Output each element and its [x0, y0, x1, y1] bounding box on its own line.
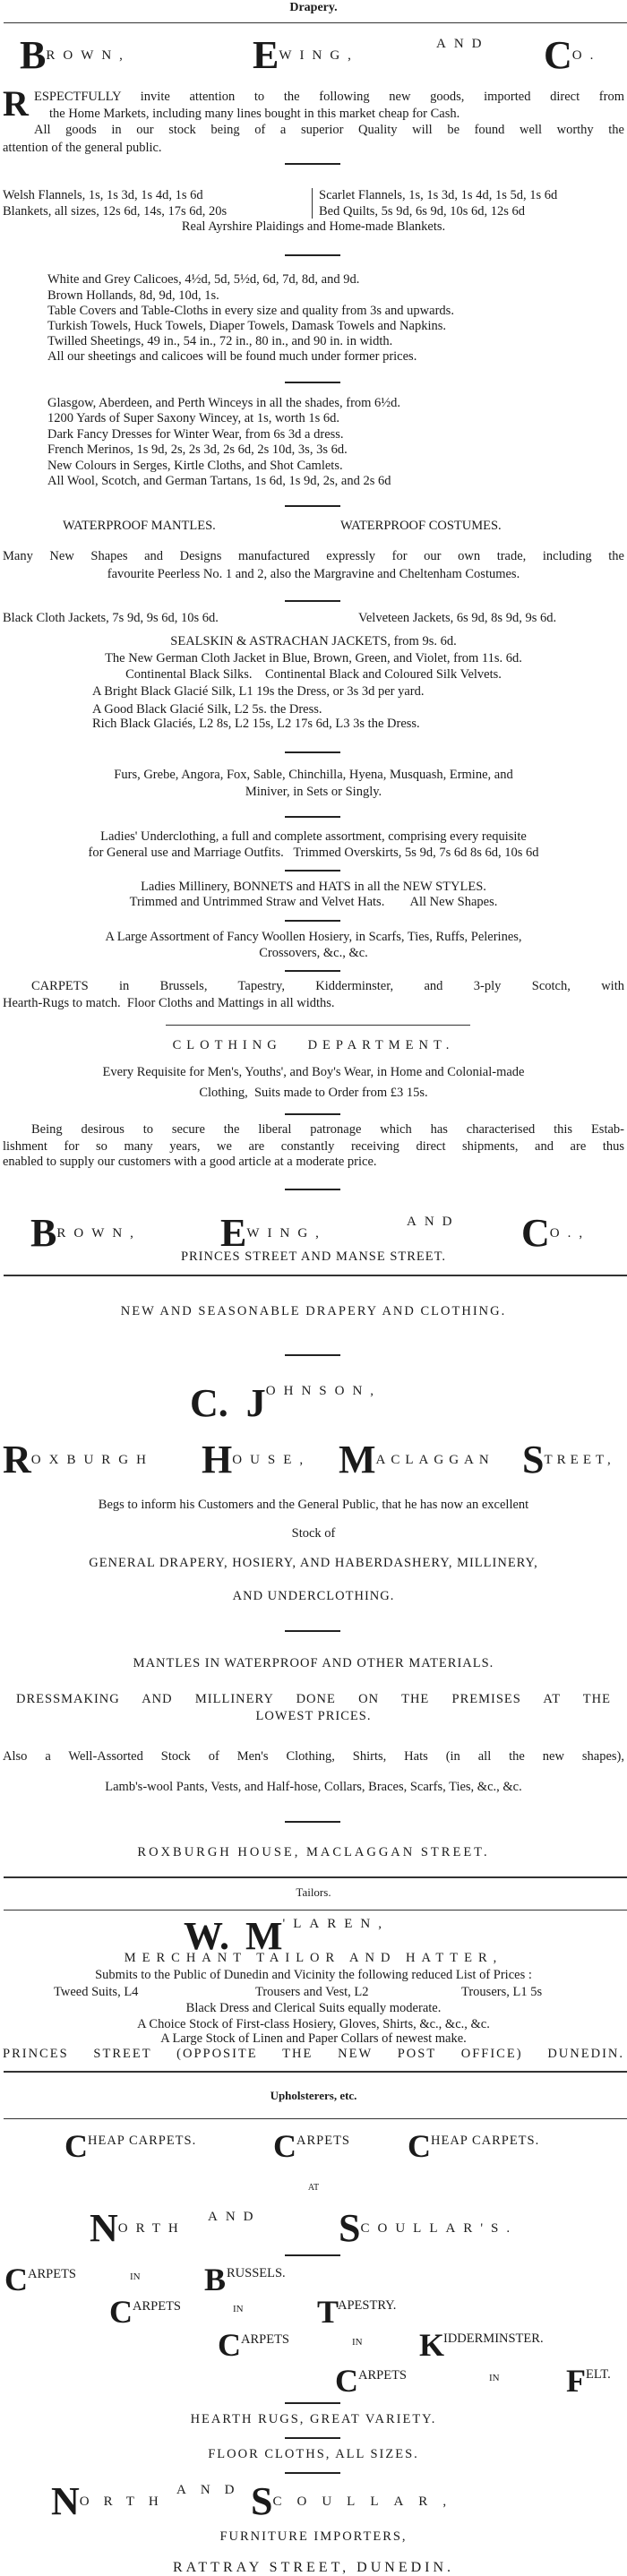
title-word: COULLAR,	[272, 2494, 462, 2509]
title-word: ROWN,	[56, 1226, 142, 1241]
carpets-in-felt	[335, 2365, 627, 2397]
flannel-item: Blankets, all sizes, 12s 6d, 14s, 17s 6d, 20s	[3, 204, 228, 219]
flannel-item: Bed Quilts, 5s 9d, 6s 9d, 10s 6d, 12s 6d	[319, 204, 526, 219]
divider	[285, 1354, 340, 1356]
intro-line: the Home Markets, including many lines bought in this market cheap for Cash.	[49, 107, 460, 121]
clothing-line: Every Requisite for Men's, Youths', and Boy's Wear, in Home and Colonial-made	[102, 1065, 525, 1079]
title-word: OUSE,	[232, 1453, 312, 1467]
johnson-line: MANTLES IN WATERPROOF AND OTHER MATERIALS.	[133, 1656, 494, 1670]
johnson-line: DRESSMAKING AND MILLINERY DONE ON THE PREMISES AT THE	[16, 1692, 611, 1706]
section-rule	[4, 2071, 627, 2073]
divider	[285, 600, 340, 602]
johnson-name	[190, 1381, 382, 1425]
dropcap: R	[3, 1438, 31, 1481]
underclothing-line: for General use and Marriage Outfits. Trimmed Overskirts, 5s 9d, 7s 6d 8s 6d, 10s 6d	[88, 846, 539, 860]
carpets-in-kidderminster	[218, 2329, 627, 2361]
flannel-item: Scarlet Flannels, 1s, 1s 3d, 1s 4d, 1s 5d, 1s 6d	[319, 188, 558, 202]
column-divider	[312, 188, 313, 219]
johnson-line: Also a Well-Assorted Stock of Men's Clothing, Shirts, Hats (in all the new shapes),	[3, 1749, 624, 1764]
section-rule	[4, 1275, 627, 1276]
flannel-item: Welsh Flannels, 1s, 1s 3d, 1s 4d, 1s 6d	[3, 188, 203, 202]
hosiery-line: A Large Assortment of Fancy Woollen Hosiery, in Scarfs, Ties, Ruffs, Pelerines,	[105, 930, 522, 944]
wincey-item: New Colours in Serges, Kirtle Cloths, and Shot Camlets.	[47, 459, 343, 473]
jacket-item: SEALSKIN & ASTRACHAN JACKETS, from 9s. 6d.	[170, 634, 457, 648]
waterproof-costumes: WATERPROOF COSTUMES.	[340, 519, 502, 533]
dropcap: C	[4, 2262, 28, 2297]
hearth-rugs: HEARTH RUGS, GREAT VARIETY.	[190, 2412, 437, 2426]
dropcap: M	[245, 1914, 283, 1958]
dropcap: H	[202, 1438, 233, 1481]
intro-line: attention of the general public.	[3, 141, 162, 155]
jacket-item: Black Cloth Jackets, 7s 9d, 9s 6d, 10s 6d.	[3, 611, 219, 625]
divider	[285, 970, 340, 972]
divider	[285, 254, 340, 256]
title-word: AND	[407, 1215, 460, 1229]
calico-item: Twilled Sheetings, 49 in., 54 in., 72 in., 80 in., and 90 in. in width.	[47, 334, 393, 348]
wincey-item: All Wool, Scotch, and German Tartans, 1s 6d, 1s 9d, 2s, and 2s 6d	[47, 474, 391, 488]
carpets-in-brussels	[4, 2263, 627, 2296]
title-word: O.	[571, 48, 602, 63]
johnson-line: LOWEST PRICES.	[255, 1709, 372, 1723]
dropcap: S	[339, 2206, 361, 2250]
title-word: AND	[176, 2483, 249, 2497]
title-word: WING,	[246, 1226, 327, 1241]
price-item: Trousers, L1 5s	[461, 1985, 543, 1999]
dropcap: B	[204, 2262, 227, 2297]
divider	[285, 1630, 340, 1632]
word: IN	[233, 2304, 244, 2314]
dropcap: E	[220, 1211, 247, 1255]
hosiery-line: Crossovers, &c., &c.	[259, 946, 368, 960]
carpets-in-tapestry	[109, 2296, 627, 2328]
underclothing-line: Ladies' Underclothing, a full and complete assortment, comprising every requisite	[100, 829, 527, 844]
divider	[285, 751, 340, 753]
title-word: HEAP CARPETS.	[431, 2134, 540, 2148]
dropcap: C	[64, 2128, 88, 2164]
divider	[285, 1189, 340, 1190]
closing-line: lishment for so many years, we are constantly receiving direct shipments, and are thus	[3, 1139, 624, 1154]
jacket-item: The New German Cloth Jacket in Blue, Brown, Green, and Violet, from 11s. 6d.	[105, 651, 522, 665]
intro-line: All goods in our stock being of a superior Quality will be found well worthy the	[34, 123, 624, 137]
flannel-footer: Real Ayrshire Plaidings and Home-made Blankets.	[181, 219, 446, 234]
calico-item: Table Covers and Table-Cloths in every size and quality from 3s and upwards.	[47, 304, 454, 318]
johnson-address: ROXBURGH HOUSE, MACLAGGAN STREET.	[137, 1845, 490, 1859]
dropcap: F	[566, 2363, 586, 2399]
wincey-item: French Merinos, 1s 9d, 2s, 2s 3d, 2s 6d, 2s 10d, 3s, 3s 6d.	[47, 442, 348, 457]
dropcap: N	[90, 2206, 118, 2250]
divider	[285, 2472, 340, 2474]
at-label: AT	[307, 2183, 320, 2193]
carpets-line: Hearth-Rugs to match. Floor Cloths and Mattings in all widths.	[3, 996, 335, 1010]
dropcap: C	[521, 1211, 550, 1255]
divider	[285, 2254, 340, 2256]
dropcap: C.	[190, 1381, 228, 1425]
silk-item: Continental Black Silks. Continental Black and Coloured Silk Velvets.	[125, 667, 502, 682]
clothing-heading: CLOTHING DEPARTMENT.	[172, 1038, 455, 1052]
section-rule	[4, 2118, 627, 2119]
mclaren-line: Submits to the Public of Dunedin and Vicinity the following reduced List of Prices :	[95, 1968, 532, 1982]
johnson-line: Begs to inform his Customers and the General Public, that he has now an excellent	[98, 1498, 529, 1512]
title-word: ORTH	[117, 2221, 186, 2236]
title-word: ARPETS	[296, 2134, 350, 2148]
section-heading-tailors: Tailors.	[296, 1885, 331, 1899]
divider	[285, 1113, 340, 1115]
mclaren-line: Black Dress and Clerical Suits equally moderate.	[185, 2001, 442, 2015]
word: IN	[489, 2373, 500, 2383]
word: ARPETS	[358, 2368, 407, 2383]
title-word: OHNSON,	[265, 1384, 382, 1398]
divider	[285, 2402, 340, 2404]
section-heading-upholsterers: Upholsterers, etc.	[270, 2089, 357, 2102]
cheap-carpets	[408, 2130, 539, 2162]
dropcap: C	[408, 2128, 431, 2164]
johnson-tagline: NEW AND SEASONABLE DRAPERY AND CLOTHING.	[120, 1304, 507, 1318]
divider	[285, 870, 340, 872]
north-scoullar-address: RATTRAY STREET, DUNEDIN.	[172, 2560, 455, 2575]
mclaren-line: A Choice Stock of First-class Hosiery, Gloves, Shirts, &c., &c., &c.	[137, 2017, 490, 2031]
title-word: AND	[208, 2210, 262, 2224]
dropcap: K	[419, 2327, 445, 2363]
millinery-line: Ladies Millinery, BONNETS and HATS in all the NEW STYLES.	[141, 880, 486, 894]
johnson-line: Lamb's-wool Pants, Vests, and Half-hose, Collars, Braces, Scarfs, Ties, &c., &c.	[105, 1780, 522, 1794]
calico-item: All our sheetings and calicoes will be found much under former prices.	[47, 349, 417, 364]
dropcap: S	[522, 1438, 545, 1481]
calico-item: White and Grey Calicoes, 4½d, 5d, 5½d, 6d, 7d, 8d, and 9d.	[47, 272, 360, 287]
title-word: O.,	[549, 1226, 591, 1241]
divider	[166, 1025, 470, 1026]
dropcap: C	[109, 2294, 133, 2330]
closing-line: Being desirous to secure the liberal patronage which has characterised this Estab-	[31, 1122, 624, 1137]
jacket-item: Velveteen Jackets, 6s 9d, 8s 9d, 9s 6d.	[358, 611, 557, 625]
title-word: WING,	[279, 48, 359, 63]
wincey-item: Glasgow, Aberdeen, and Perth Winceys in all the shades, from 6½d.	[47, 396, 401, 410]
dropcap: W.	[184, 1914, 229, 1958]
dropcap: B	[30, 1211, 57, 1255]
dropcap: C	[335, 2363, 358, 2399]
divider	[285, 816, 340, 818]
mclaren-line: A Large Stock of Linen and Paper Collars of newest make.	[160, 2031, 467, 2046]
price-item: Tweed Suits, L4	[54, 1985, 139, 1999]
divider	[285, 382, 340, 383]
title-word: OXBURGH	[30, 1453, 154, 1467]
intro-dropcap: R	[3, 83, 29, 124]
waterproof-line: Many New Shapes and Designs manufactured expressly for our own trade, including the	[3, 549, 624, 563]
johnson-line: AND UNDERCLOTHING.	[232, 1589, 395, 1603]
furs-line: Furs, Grebe, Angora, Fox, Sable, Chinchilla, Hyena, Musquash, Ermine, and	[114, 768, 513, 782]
floor-cloths: FLOOR CLOTHS, ALL SIZES.	[208, 2447, 419, 2461]
carpets-line: CARPETS in Brussels, Tapestry, Kidderminster, and 3-ply Scotch, with	[31, 979, 624, 993]
dropcap: C	[544, 33, 572, 77]
dropcap: M	[339, 1438, 376, 1481]
title-word: ACLAGGAN	[375, 1453, 494, 1467]
title-word: ORTH	[79, 2494, 173, 2509]
word: ARPETS	[241, 2332, 289, 2347]
furs-line: Miniver, in Sets or Singly.	[245, 785, 382, 799]
word: RUSSELS.	[227, 2266, 286, 2280]
millinery-line: Trimmed and Untrimmed Straw and Velvet Hats. All New Shapes.	[129, 895, 498, 909]
brown-ewing-address: PRINCES STREET AND MANSE STREET.	[180, 1249, 447, 1264]
calico-item: Brown Hollands, 8d, 9d, 10d, 1s.	[47, 288, 219, 303]
johnson-line: GENERAL DRAPERY, HOSIERY, AND HABERDASHERY, MILLINERY,	[89, 1556, 538, 1570]
waterproof-line: favourite Peerless No. 1 and 2, also the Margravine and Cheltenham Costumes.	[107, 567, 520, 581]
silk-item: A Good Black Glacié Silk, L2 5s. the Dress.	[92, 702, 322, 717]
waterproof-mantles: WATERPROOF MANTLES.	[63, 519, 216, 533]
title-word: ROWN,	[46, 48, 131, 63]
divider	[285, 920, 340, 922]
title-word: COULLAR'S.	[360, 2221, 519, 2236]
word: IN	[352, 2337, 363, 2348]
section-rule	[4, 22, 627, 23]
price-item: Trousers and Vest, L2	[255, 1985, 369, 1999]
word: IDDERMINSTER.	[443, 2331, 544, 2346]
divider	[285, 505, 340, 507]
cheap-carpets	[64, 2130, 196, 2162]
dropcap: T	[317, 2294, 339, 2330]
silk-item: Rich Black Glaciés, L2 8s, L2 15s, L2 17s 6d, L3 3s the Dress.	[92, 717, 420, 731]
closing-line: enabled to supply our customers with a good article at a moderate price.	[3, 1155, 377, 1169]
johnson-line: Stock of	[291, 1526, 336, 1541]
dropcap: N	[51, 2479, 80, 2523]
divider	[285, 1821, 340, 1823]
dropcap: S	[251, 2479, 273, 2523]
dropcap: C	[218, 2327, 241, 2363]
wincey-item: 1200 Yards of Super Saxony Wincey, at 1s, worth 1s 6d.	[47, 411, 340, 425]
dropcap: C	[273, 2128, 296, 2164]
silk-item: A Bright Black Glacié Silk, L1 19s the Dress, or 3s 3d per yard.	[92, 684, 425, 699]
word: APESTRY.	[338, 2298, 397, 2313]
dropcap: B	[20, 33, 47, 77]
mclaren-address: PRINCES STREET (OPPOSITE THE NEW POST OFFICE) DUNEDIN.	[3, 2047, 624, 2061]
dropcap: J	[245, 1381, 266, 1425]
word: ARPETS	[28, 2267, 76, 2281]
mclaren-trade: MERCHANT TAILOR AND HATTER,	[124, 1951, 503, 1965]
divider	[285, 163, 340, 165]
carpets	[273, 2130, 350, 2162]
section-rule	[4, 1876, 627, 1878]
intro-line: ESPECTFULLY invite attention to the following new goods, imported direct from	[34, 90, 624, 104]
title-word: TREET,	[544, 1453, 615, 1467]
word: IN	[130, 2271, 141, 2282]
dropcap: E	[253, 33, 279, 77]
word: ELT.	[586, 2367, 611, 2382]
wincey-item: Dark Fancy Dresses for Winter Wear, from 6s 3d a dress.	[47, 427, 344, 442]
calico-item: Turkish Towels, Huck Towels, Diaper Towels, Damask Towels and Napkins.	[47, 319, 447, 333]
title-word: 'LAREN,	[282, 1917, 390, 1931]
section-rule	[4, 1910, 627, 1911]
title-word: HEAP CARPETS.	[88, 2134, 197, 2148]
word: ARPETS	[133, 2299, 181, 2314]
divider	[285, 2437, 340, 2439]
clothing-line: Clothing, Suits made to Order from £3 15s.	[199, 1086, 428, 1100]
title-word: AND	[436, 37, 490, 51]
furniture-importers: FURNITURE IMPORTERS,	[219, 2529, 408, 2544]
section-heading-drapery: Drapery.	[289, 1, 338, 14]
